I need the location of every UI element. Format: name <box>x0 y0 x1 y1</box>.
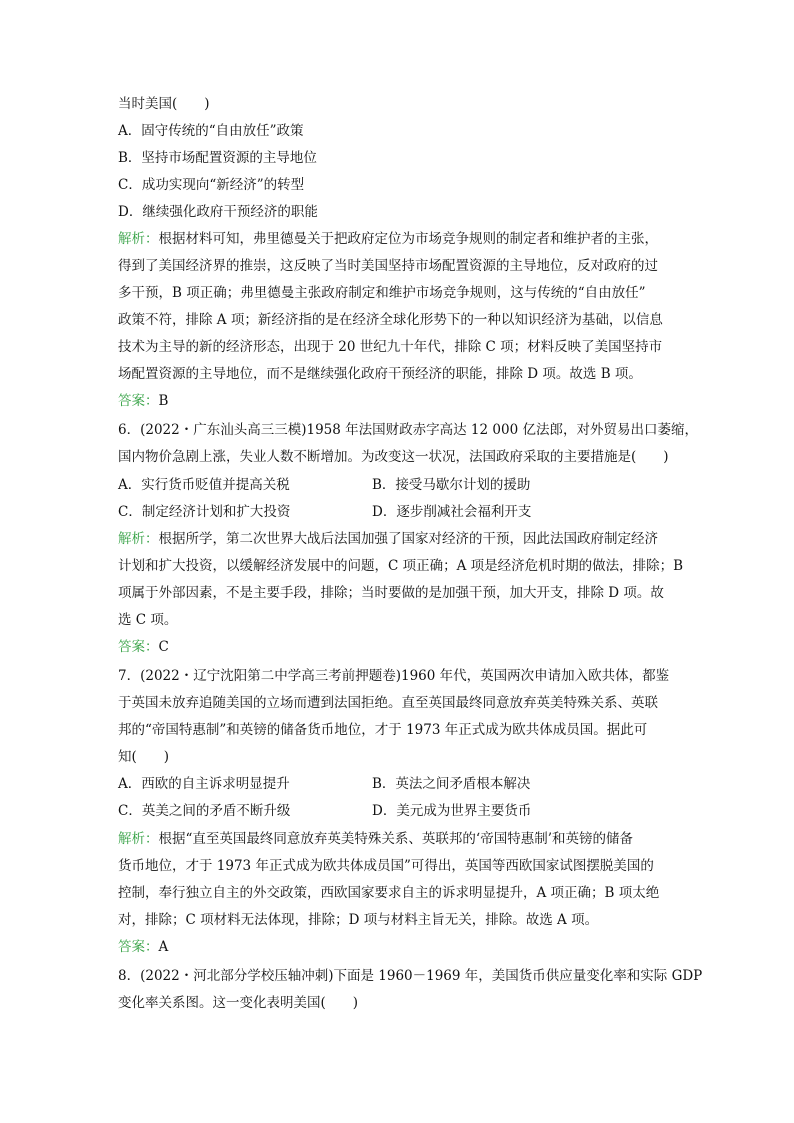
q5-analysis-line: 场配置资源的主导地位，而不是继续强化政府干预经济的职能，排除 D 项。故选 B 项。 <box>118 366 642 382</box>
q6-answer-value: C <box>158 639 169 655</box>
q7-option-c: C．英美之间的矛盾不断升级 <box>118 803 291 819</box>
q5-option-b: B．坚持市场配置资源的主导地位 <box>118 150 317 166</box>
q5-analysis-line: 政策不符，排除 A 项；新经济指的是在经济全球化形势下的一种以知识经济为基础，以信息 <box>118 312 663 328</box>
q6-option-a: A．实行货币贬值并提高关税 <box>118 477 290 493</box>
q5-answer-label: 答案： <box>118 393 159 409</box>
q7-analysis-line: 控制，奉行独立自主的外交政策，西欧国家要求自主的诉求明显提升，A 项正确；B 项太绝 <box>118 885 660 901</box>
q8-stem-line: 变化率关系图。这一变化表明美国( ) <box>118 995 359 1011</box>
q7-option-a: A．西欧的自主诉求明显提升 <box>118 776 290 792</box>
q6-analysis-line: 计划和扩大投资，以缓解经济发展中的问题，C 项正确；A 项是经济危机时期的做法，排除；B <box>118 558 684 574</box>
q5-analysis-label: 解析： <box>118 231 159 247</box>
q6-stem-line: 6．(2022・广东汕头高三三模)1958 年法国财政赤字高达 12 000 亿法郎，对外贸易出口萎缩， <box>118 422 698 438</box>
q5-analysis-line: 解析：根据材料可知，弗里德曼关于把政府定位为市场竞争规则的制定者和维护者的主张， <box>118 231 658 247</box>
q5-option-d: D．继续强化政府干预经济的职能 <box>118 204 318 220</box>
q7-analysis-line: 货币地位，才于 1973 年正式成为欧共体成员国”可得出，英国等西欧国家试图摆脱美国的 <box>118 858 654 874</box>
q6-analysis-line: 解析：根据所学，第二次世界大战后法国加强了国家对经济的干预，因此法国政府制定经济 <box>118 531 658 547</box>
q6-option-d: D．逐步削减社会福利开支 <box>372 504 532 520</box>
q6-analysis-line: 选 C 项。 <box>118 612 178 628</box>
q7-answer-value: A <box>158 939 169 955</box>
q8-stem-line: 8．(2022・河北部分学校压轴冲刺)下面是 1960－1969 年，美国货币供应量变化率和实际 GDP <box>118 968 703 984</box>
q7-option-d: D．美元成为世界主要货币 <box>372 803 532 819</box>
q7-stem-line: 邦的“帝国特惠制”和英镑的储备货币地位，才于 1973 年正式成为欧共体成员国。据此可 <box>118 722 648 738</box>
q6-answer-label: 答案： <box>118 639 159 655</box>
q6-option-b: B．接受马歇尔计划的援助 <box>372 477 531 493</box>
q6-option-c: C．制定经济计划和扩大投资 <box>118 504 291 520</box>
q5-option-a: A．固守传统的“自由放任”政策 <box>118 123 304 139</box>
q7-stem-line: 知( ) <box>118 749 170 765</box>
q7-answer <box>118 938 168 956</box>
q7-stem-line: 7．(2022・辽宁沈阳第二中学高三考前押题卷)1960 年代，英国两次申请加入欧共体，都鉴 <box>118 668 670 684</box>
q7-analysis-line: 解析：根据“直至英国最终同意放弃英美特殊关系、英联邦的‘帝国特惠制’和英镑的储备 <box>118 831 633 847</box>
q5-analysis-line: 技术为主导的新的经济形态，出现于 20 世纪九十年代，排除 C 项；材料反映了美国坚持市 <box>118 339 663 355</box>
q6-analysis-label: 解析： <box>118 531 159 547</box>
q7-stem-line: 于英国未放弃追随美国的立场而遭到法国拒绝。直至英国最终同意放弃英美特殊关系、英联 <box>118 695 658 711</box>
q5-answer-value: B <box>158 393 169 409</box>
q6-analysis-line: 项属于外部因素，不是主要手段，排除；当时要做的是加强干预，加大开支，排除 D 项。故 <box>118 585 664 601</box>
q6-answer <box>118 638 169 656</box>
q7-analysis-label: 解析： <box>118 831 159 847</box>
q7-analysis-line: 对，排除；C 项材料无法体现，排除；D 项与材料主旨无关，排除。故选 A 项。 <box>118 912 599 928</box>
q6-stem-line: 国内物价急剧上涨，失业人数不断增加。为改变这一状况，法国政府采取的主要措施是( ) <box>118 449 669 465</box>
q5-analysis-line: 多干预，B 项正确；弗里德曼主张政府制定和维护市场竞争规则，这与传统的“自由放任” <box>118 285 646 301</box>
q5-option-c: C．成功实现向“新经济”的转型 <box>118 177 305 193</box>
q7-option-b: B．英法之间矛盾根本解决 <box>372 776 531 792</box>
q5-stem: 当时美国( ) <box>118 96 210 112</box>
q7-answer-label: 答案： <box>118 939 159 955</box>
q5-analysis-line: 得到了美国经济界的推崇，这反映了当时美国坚持市场配置资源的主导地位，反对政府的过 <box>118 258 658 274</box>
q5-answer <box>118 392 168 410</box>
